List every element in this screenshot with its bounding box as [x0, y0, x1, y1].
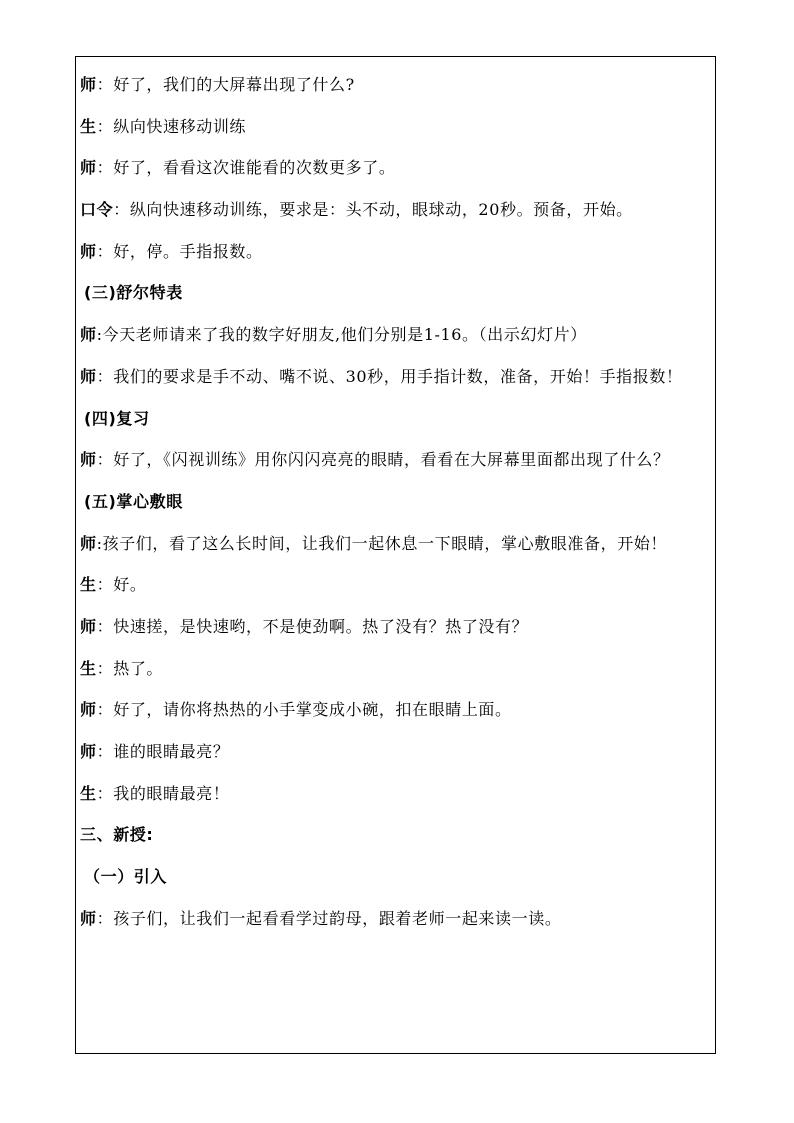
speaker-label: 师: [80, 700, 97, 720]
dialogue-text: 热了。: [113, 658, 164, 678]
speaker-separator: ：: [96, 158, 114, 178]
dialogue-text: 快速搓，是快速哟，不是使劲啊。热了没有？热了没有？: [113, 616, 529, 636]
dialogue-line: [80, 106, 710, 148]
dialogue-line: [80, 648, 710, 690]
dialogue-text: 好了，《闪视训练》用你闪闪亮亮的眼睛，看看在大屏幕里面都出现了什么？: [113, 450, 670, 470]
speaker-separator: :: [96, 325, 103, 345]
speaker-label: 师: [80, 75, 97, 94]
dialogue-line: [80, 147, 710, 189]
speaker-separator: ：: [96, 783, 114, 803]
speaker-separator: ：: [96, 116, 114, 136]
dialogue-line: [80, 773, 710, 815]
speaker-label: 生: [80, 116, 97, 136]
section-heading: 三、新授:: [80, 825, 154, 845]
speaker-label: 师: [80, 158, 97, 178]
dialogue-text: 我的眼睛最亮！: [113, 783, 230, 803]
speaker-separator: ：: [96, 658, 114, 678]
dialogue-line: [80, 564, 710, 606]
speaker-separator: ：: [96, 700, 114, 720]
speaker-label: 师: [80, 533, 97, 553]
dialogue-line: [80, 356, 710, 398]
speaker-separator: ：: [96, 366, 114, 386]
dialogue-line: [80, 606, 710, 648]
speaker-label: 师: [80, 616, 97, 636]
speaker-label: 生: [80, 575, 97, 595]
dialogue-text: 好了，我们的大屏幕出现了什么?: [113, 75, 355, 94]
section-heading: (五)掌心敷眼: [84, 491, 183, 511]
speaker-label: 师: [80, 742, 97, 762]
dialogue-line: [80, 689, 710, 731]
speaker-label: 师: [80, 908, 97, 928]
speaker-separator: ：: [96, 241, 114, 261]
speaker-label: 师: [80, 450, 97, 470]
dialogue-line: [80, 314, 710, 356]
dialogue-line: [80, 64, 710, 106]
dialogue-line: [80, 231, 710, 273]
speaker-separator: ：: [96, 575, 114, 595]
dialogue-line: [80, 523, 710, 565]
speaker-separator: ：: [96, 908, 114, 928]
speaker-separator: ：: [96, 616, 114, 636]
speaker-separator: ：: [96, 742, 114, 762]
speaker-separator: ：: [96, 75, 114, 94]
dialogue-line: [80, 731, 710, 773]
dialogue-text: 纵向快速移动训练: [113, 116, 247, 136]
section-heading: (三)舒尔特表: [84, 283, 183, 303]
dialogue-text: 好，停。手指报数。: [113, 241, 263, 261]
dialogue-line: [80, 439, 710, 481]
dialogue-text: 好了，请你将热热的小手掌变成小碗，扣在眼睛上面。: [113, 700, 512, 720]
speaker-separator: ：: [113, 200, 130, 220]
speaker-label: 师: [80, 241, 97, 261]
dialogue-line: [80, 898, 710, 940]
dialogue-line: [80, 189, 710, 231]
speaker-separator: :: [96, 533, 103, 553]
dialogue-text: 好。: [113, 575, 147, 595]
dialogue-text: 谁的眼睛最亮？: [113, 742, 230, 762]
dialogue-text: 纵向快速移动训练，要求是：头不动，眼球动，20秒。预备，开始。: [129, 200, 633, 220]
dialogue-text: 今天老师请来了我的数字好朋友,他们分别是1-16。（出示幻灯片）: [102, 325, 587, 345]
dialogue-text: 孩子们，看了这么长时间，让我们一起休息一下眼睛，掌心敷眼准备，开始！: [102, 533, 668, 553]
speaker-label: 口令: [80, 200, 114, 220]
dialogue-text: 我们的要求是手不动、嘴不说、30秒，用手指计数，准备，开始！手指报数！: [113, 366, 683, 386]
speaker-separator: ：: [96, 450, 114, 470]
speaker-label: 生: [80, 658, 97, 678]
dialogue-text: 好了，看看这次谁能看的次数更多了。: [113, 158, 396, 178]
speaker-label: 生: [80, 783, 97, 803]
section-heading: （一）引入: [84, 867, 168, 887]
speaker-label: 师: [80, 366, 97, 386]
section-heading: (四)复习: [84, 408, 150, 428]
dialogue-text: 孩子们，让我们一起看看学过韵母，跟着老师一起来读一读。: [113, 908, 562, 928]
speaker-label: 师: [80, 325, 97, 345]
lesson-transcript: [80, 64, 710, 939]
